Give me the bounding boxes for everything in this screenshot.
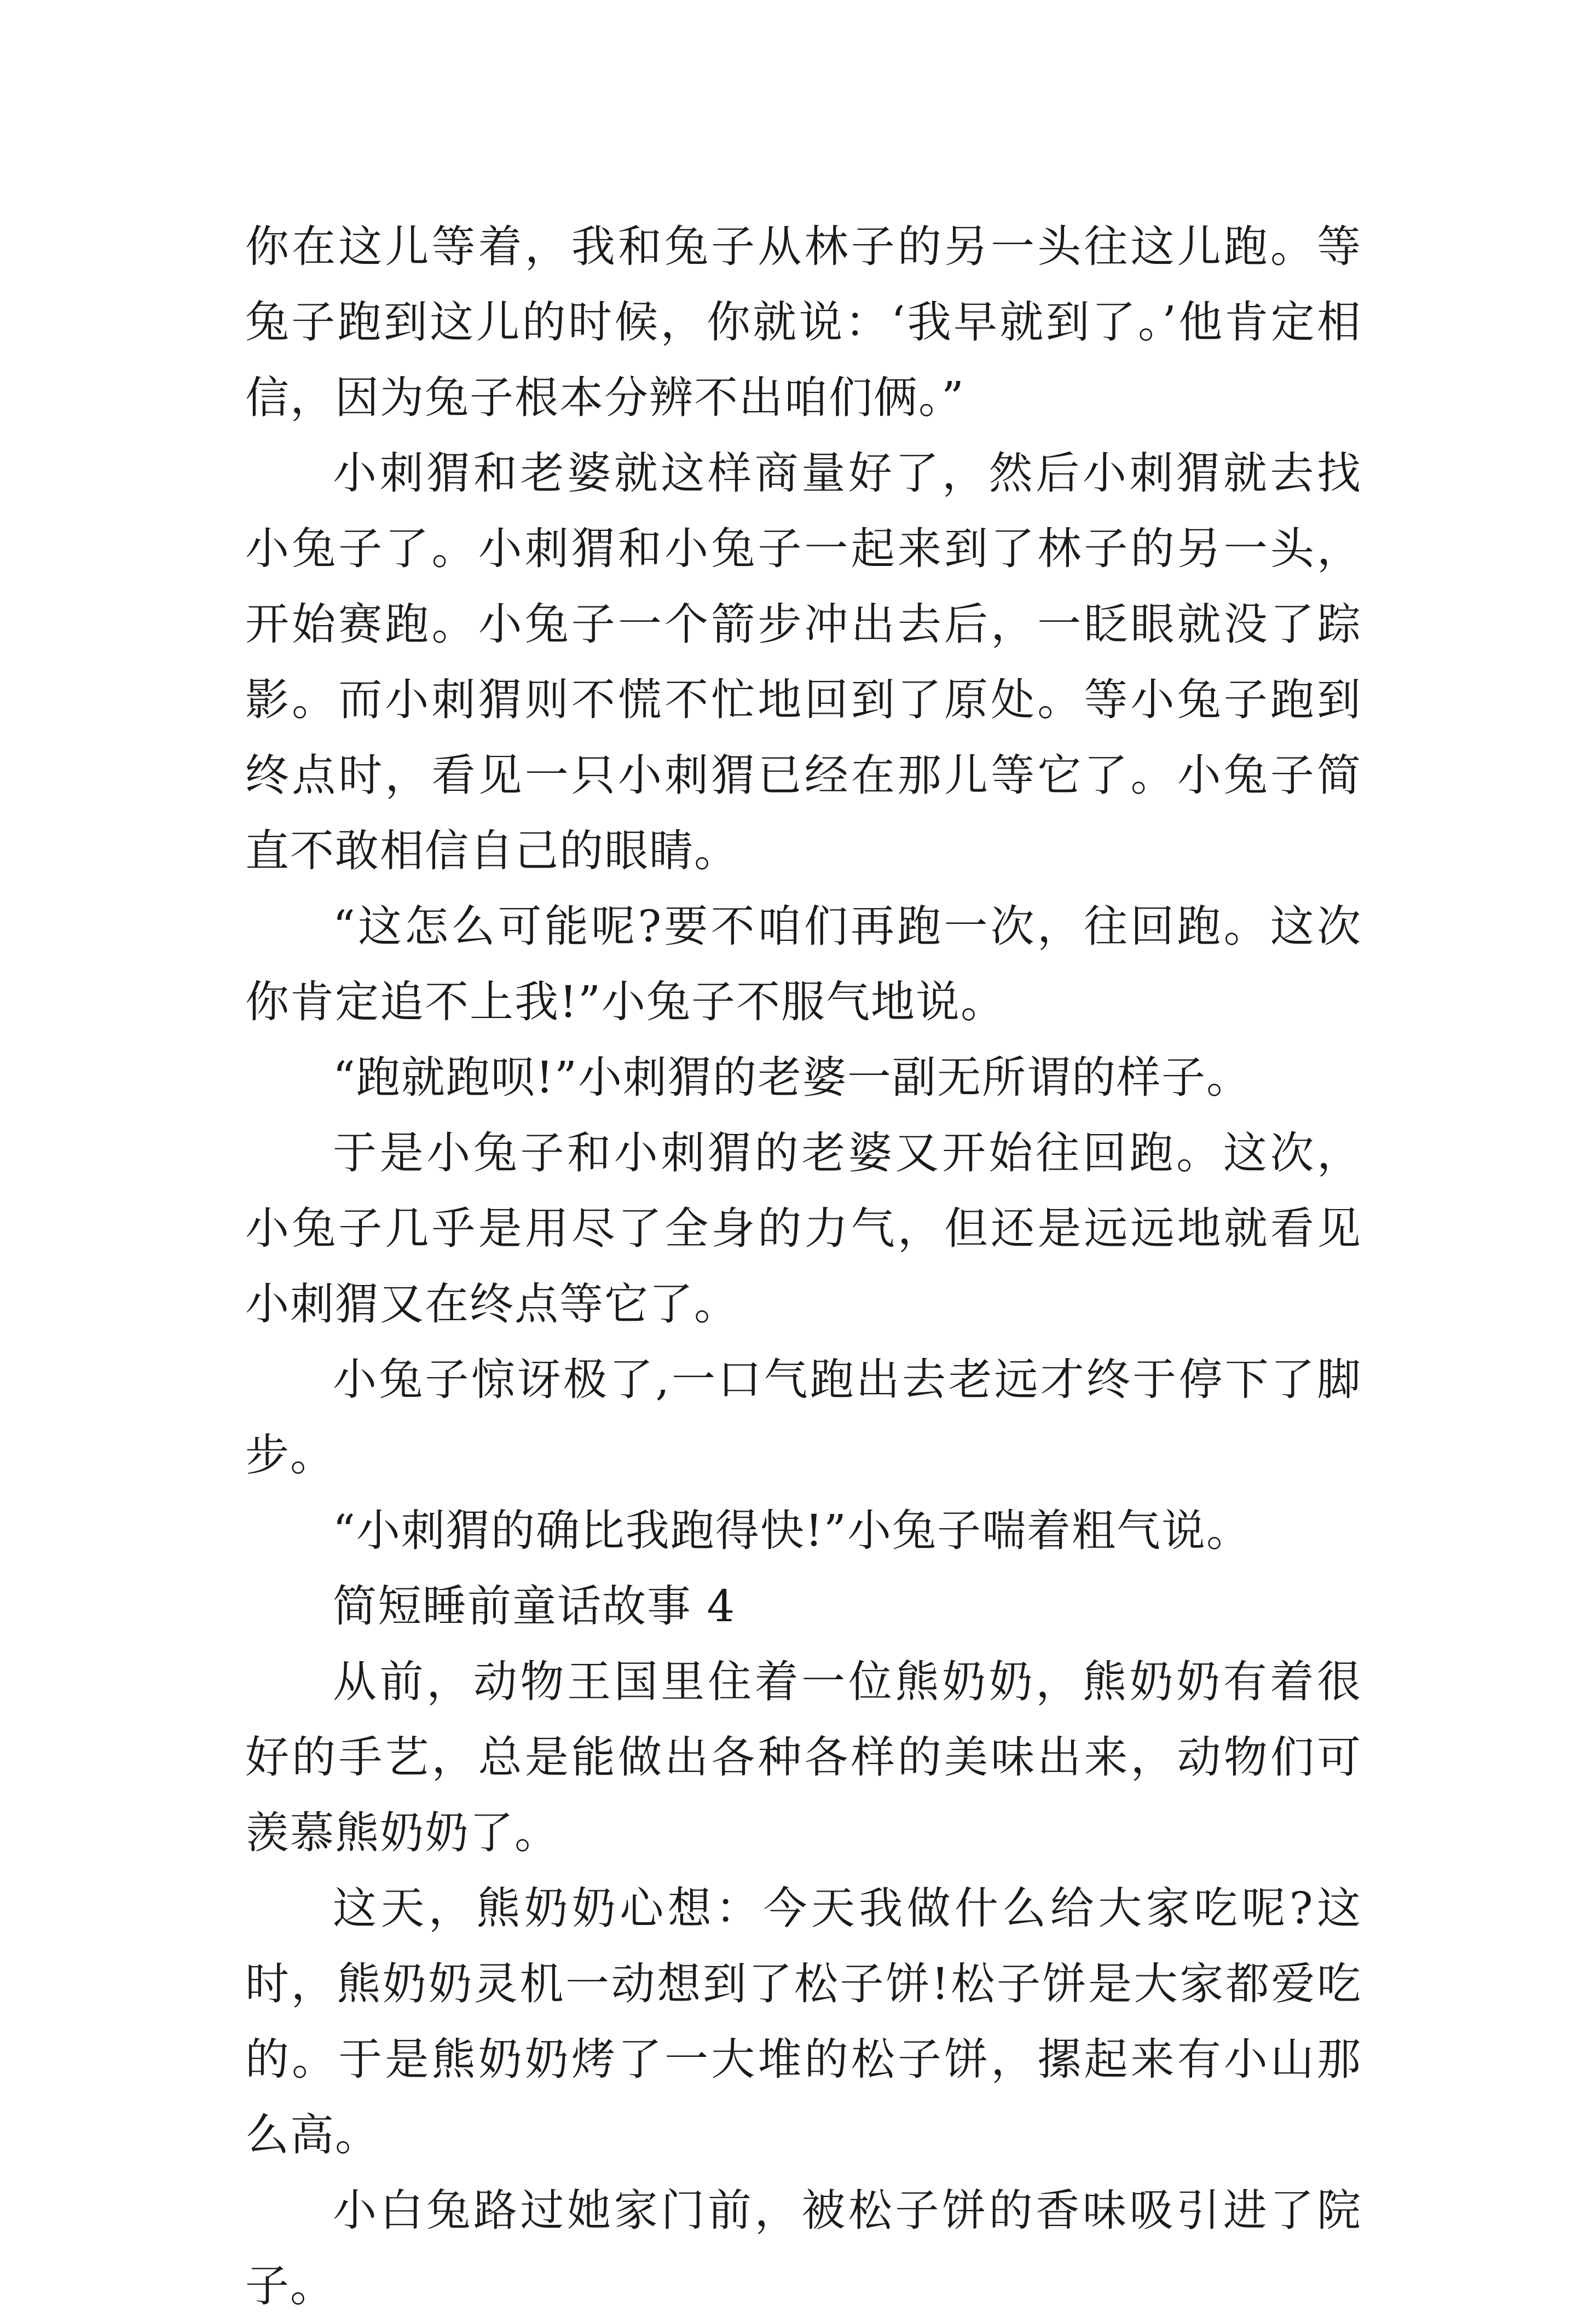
story-text bbox=[245, 209, 1362, 2324]
paragraph: 小白兔路过她家门前，被松子饼的香味吸引进了院子。 bbox=[245, 2185, 1362, 2311]
paragraph: 从前，动物王国里住着一位熊奶奶，熊奶奶有着很好的手艺，总是能做出各种各样的美味出来，动物们可羡慕熊奶奶了。 bbox=[245, 1656, 1362, 1858]
paragraph: “小刺猬的确比我跑得快!”小兔子喘着粗气说。 bbox=[333, 1505, 1251, 1556]
paragraph: 小兔子惊讶极了,一口气跑出去老远才终于停下了脚步。 bbox=[245, 1354, 1362, 1481]
paragraph: 这天，熊奶奶心想：今天我做什么给大家吃呢?这时，熊奶奶灵机一动想到了松子饼!松子饼是大家都爱吃的。于是熊奶奶烤了一大堆的松子饼，摞起来有小山那么高。 bbox=[245, 1883, 1362, 2160]
paragraph-continuation: 你在这儿等着，我和兔子从林子的另一头往这儿跑。等兔子跑到这儿的时候，你就说：‘我早就到了。’他肯定相信，因为兔子根本分辨不出咱们俩。” bbox=[245, 221, 1362, 423]
paragraph: “跑就跑呗!”小刺猬的老婆一副无所谓的样子。 bbox=[333, 1052, 1251, 1103]
paragraph: 小刺猬和老婆就这样商量好了，然后小刺猬就去找小兔子了。小刺猬和小兔子一起来到了林子的另一头，开始赛跑。小兔子一个箭步冲出去后，一眨眼就没了踪影。而小刺猬则不慌不忙地回到了原处。等小兔子跑到终点时，看见一只小刺猬已经在那儿等它了。小兔子简直不敢相信自己的眼睛。 bbox=[245, 448, 1362, 876]
story-heading: 简短睡前童话故事 4 bbox=[333, 1581, 736, 1632]
paragraph: 于是小兔子和小刺猬的老婆又开始往回跑。这次，小兔子几乎是用尽了全身的力气，但还是远远地就看见小刺猬又在终点等它了。 bbox=[245, 1128, 1362, 1329]
paragraph: “这怎么可能呢?要不咱们再跑一次，往回跑。这次你肯定追不上我!”小兔子不服气地说。 bbox=[245, 901, 1362, 1027]
